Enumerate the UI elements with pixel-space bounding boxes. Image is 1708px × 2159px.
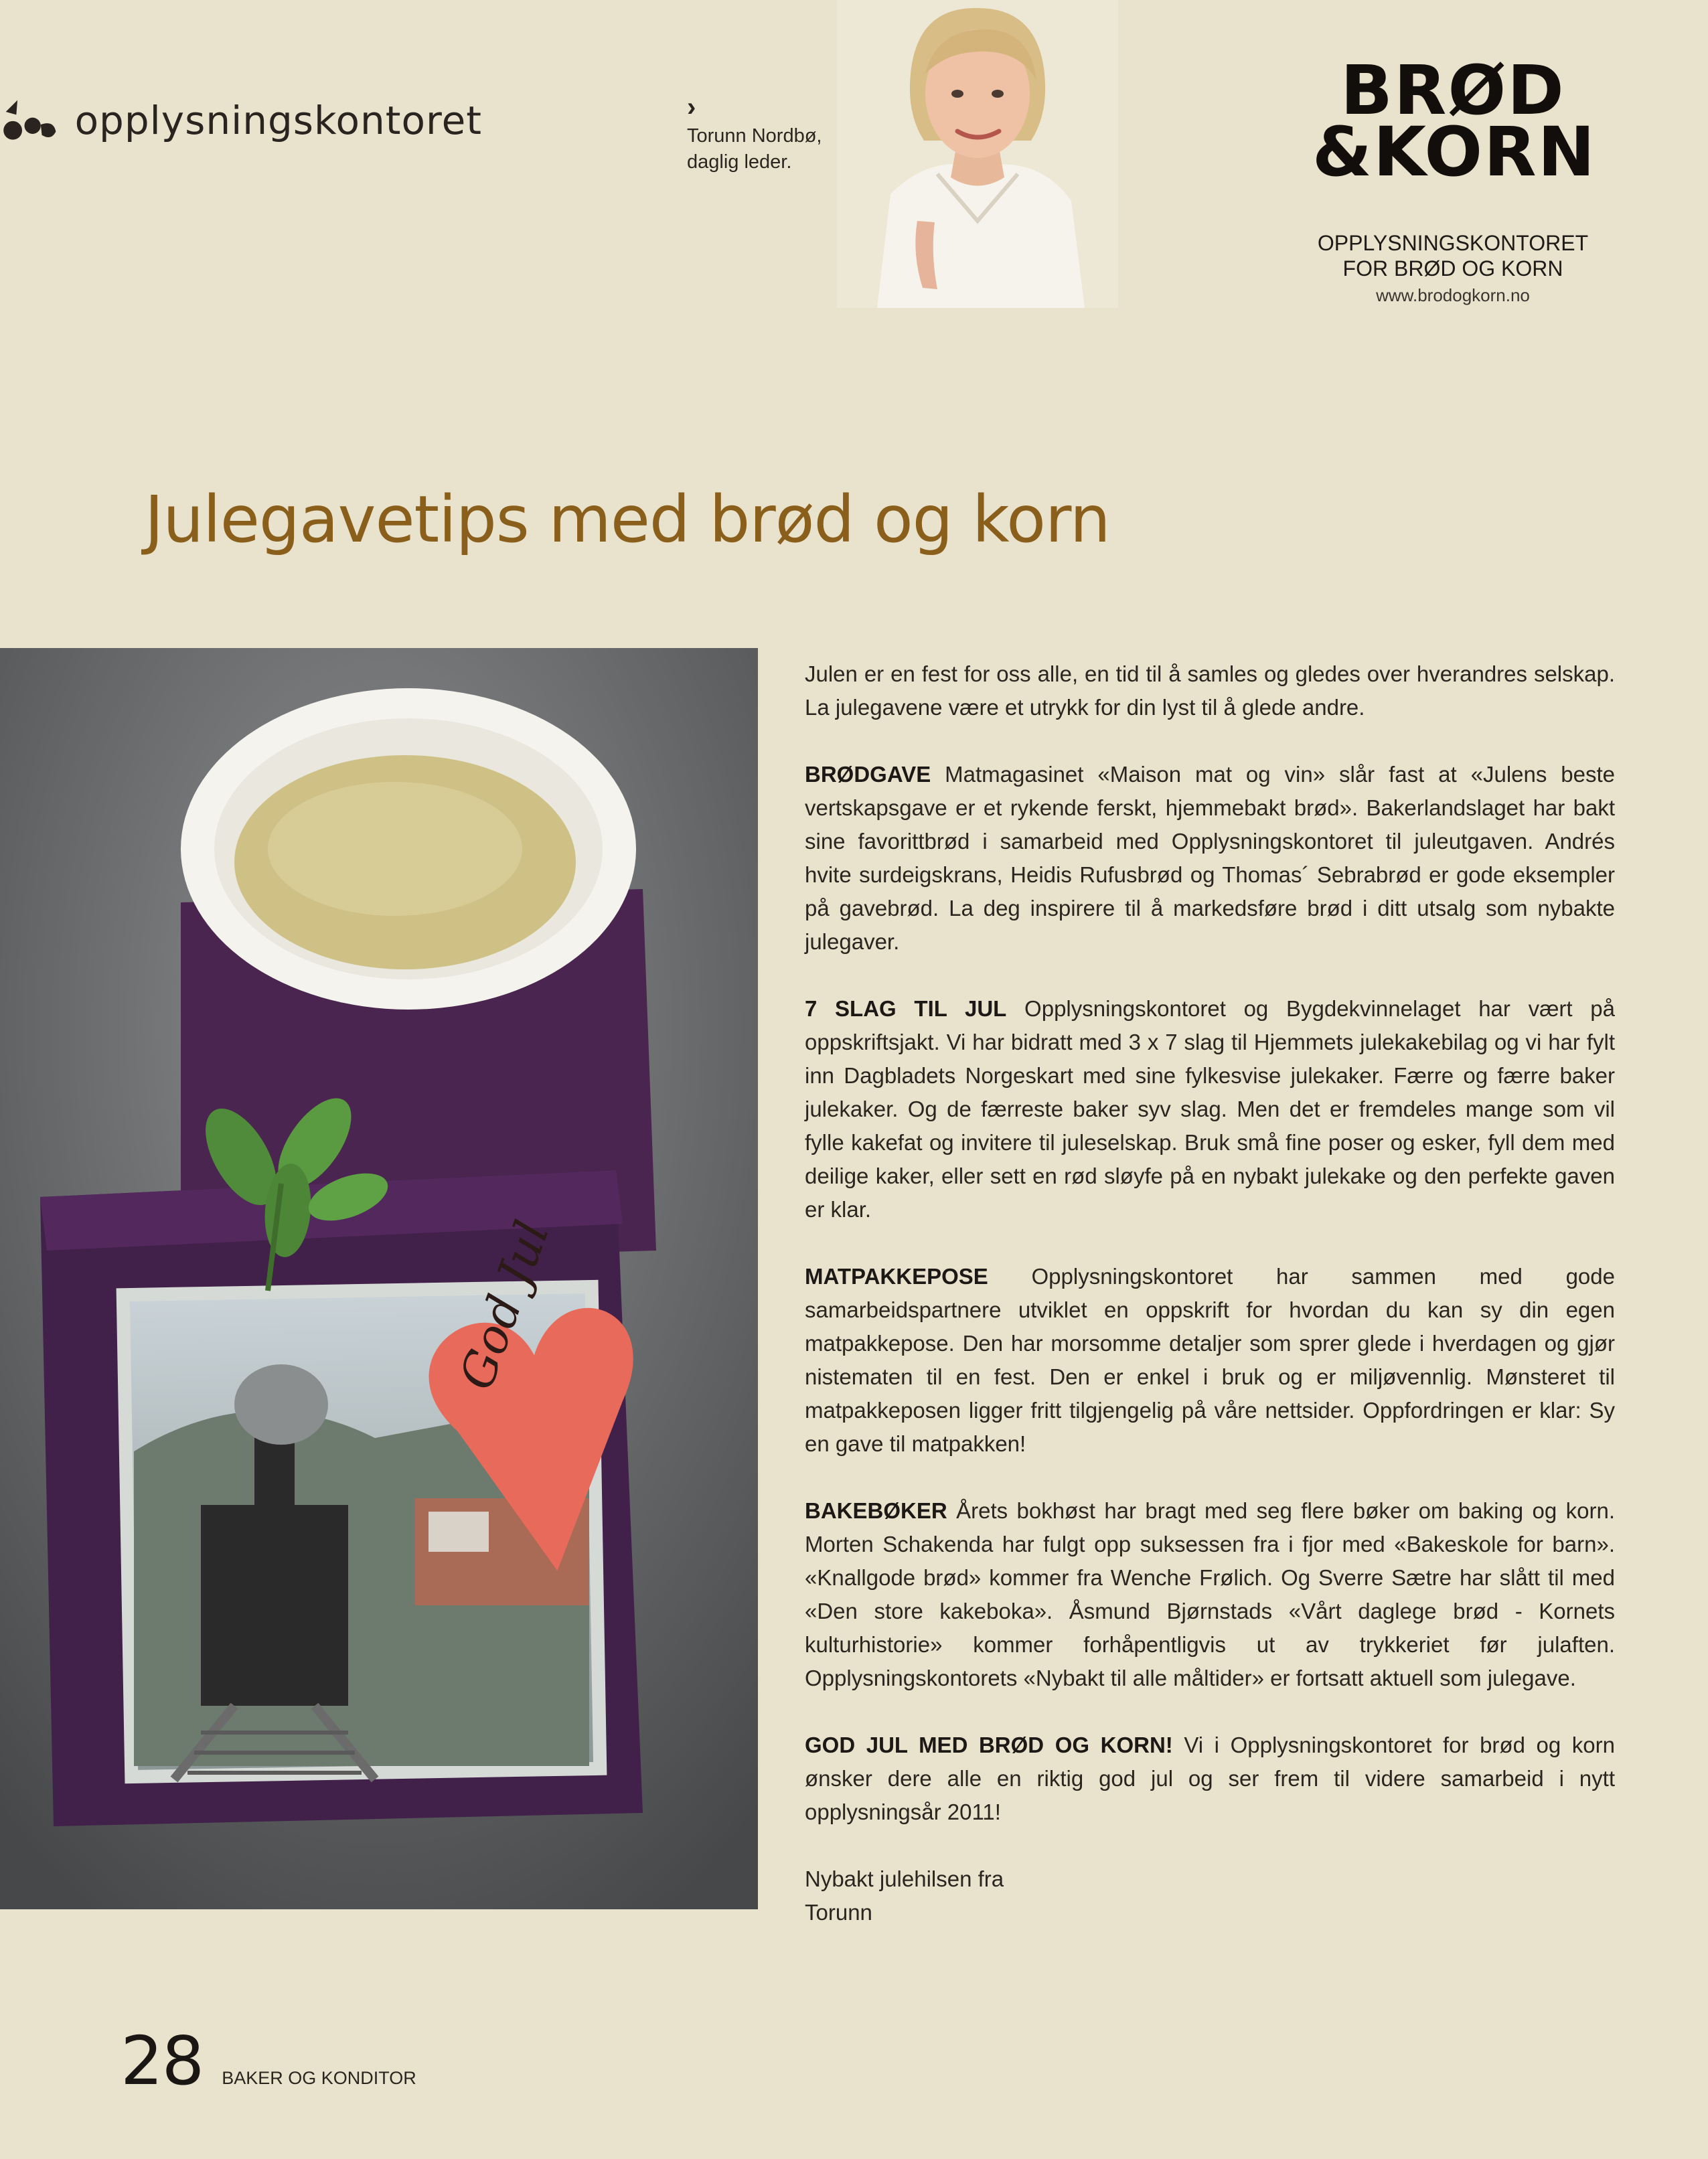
article-section-brodgave: [805, 758, 1615, 959]
article-body: [805, 657, 1615, 1929]
brand-logo: [1312, 51, 1597, 192]
signoff-line1: Nybakt julehilsen fra: [805, 1866, 1004, 1891]
section-logo: [0, 80, 482, 161]
article-section-god-jul: [805, 1729, 1615, 1829]
brand-org-line1: OPPLYSNINGSKONTORET: [1317, 231, 1589, 255]
magazine-name: BAKER OG KONDITOR: [222, 2068, 416, 2088]
section-text: Matmagasinet «Maison mat og vin» slår fast at «Julens beste vertskapsgave er et rykende ferskt, hjemmebakt brød». Bakerlandslaget har bakt sine favorittbrød i samarbeid med Opplysningskontoret til juleutgaven. Andrés hvite surdeigskrans, Heidis Rufusbrød og Thomas´ Sebrabrød er gode eksempler på gavebrød. La deg inspirere til å markedsføre brød i ditt utsalg som nybakte julegaver.: [805, 762, 1616, 954]
brand-block: [1312, 51, 1597, 307]
section-heading: BRØDGAVE: [805, 762, 931, 787]
section-name: opplysningskontoret: [74, 98, 482, 143]
article-photo: [0, 648, 758, 1909]
section-text: Opplysningskontoret og Bygdekvinnelaget har vært på oppskriftsjakt. Vi har bidratt med 3 x 7 slag til Hjemmets julekakebilag og vi har fylt inn Dagbladets Norgeskart med sine fylkesvise julekaker. Færre og færre baker julekaker. Og de færreste baker syv slag. Men det er fremdeles mange som vil fylle kakefat og invitere til juleselskap. Bruk små fine poser og esker, fyll dem med deilige kaker, eller sett en rød sløyfe på en nybakt julekake og den perfekte gaven er klar.: [805, 996, 1615, 1222]
section-heading: MATPAKKEPOSE: [805, 1264, 988, 1289]
article-section-matpakkepose: [805, 1260, 1615, 1461]
brand-logo-line2: &KORN: [1312, 112, 1597, 192]
portrait-photo: [837, 0, 1118, 308]
section-heading: GOD JUL MED BRØD OG KORN!: [805, 1733, 1173, 1757]
page-footer: [121, 2022, 416, 2100]
article-section-bakeboker: [805, 1494, 1615, 1695]
page-title: Julegavetips med brød og korn: [145, 482, 1110, 557]
chevron-right-icon: ›: [687, 92, 696, 122]
byline-name: Torunn Nordbø,: [687, 125, 822, 147]
section-heading: 7 SLAG TIL JUL: [805, 996, 1007, 1021]
section-text: Vi i Opplysningskontoret for brød og korn ønsker dere alle en riktig god jul og ser frem til videre samarbeid i nytt opplysningsår 2011!: [805, 1733, 1615, 1824]
byline-role: daglig leder.: [687, 151, 792, 173]
signoff-line2: Torunn: [805, 1900, 872, 1925]
brand-org-name: [1312, 230, 1594, 281]
leaf-logo-icon: [0, 84, 64, 157]
section-text: Årets bokhøst har bragt med seg flere bøker om baking og korn. Morten Schakenda har fulgt opp suksessen fra i fjor med «Bakeskole for barn». «Knallgode brød» kommer fra Wenche Frølich. Og Sverre Sætre har slått til med «Den store kakeboka». Åsmund Bjørnstads «Vårt daglege brød - Kornets kulturhistorie» kommer forhåpentligvis ut av trykkeriet før julaften. Opplysningskontorets «Nybakt til alle måltider» er fortsatt aktuell som julegave.: [805, 1498, 1616, 1690]
signoff: [805, 1862, 1615, 1929]
brand-logo-line1: BRØD: [1340, 51, 1565, 131]
brand-org-line2: FOR BRØD OG KORN: [1342, 256, 1563, 281]
section-text: Opplysningskontoret har sammen med gode samarbeidspartnere utviklet en oppskrift for hvordan du kan sy din egen matpakkepose. Den har morsomme detaljer som sprer glede i hverdagen og gjør nistematen til en fest. Den er enkel i bruk og er miljøvennlig. Mønsteret til matpakkeposen ligger fritt tilgjengelig på våre nettsider. Oppfordringen er klar: Sy en gave til matpakken!: [805, 1264, 1615, 1456]
article-section-7-slag: [805, 992, 1615, 1226]
heart-card-text: God Jul: [449, 1214, 560, 1397]
page-number: 28: [121, 2022, 204, 2100]
brand-url: www.brodogkorn.no: [1376, 285, 1530, 305]
section-heading: BAKEBØKER: [805, 1498, 947, 1523]
article-intro: Julen er en fest for oss alle, en tid til å samles og gledes over hverandres selskap. La julegavene være et utrykk for din lyst til å glede andre.: [805, 661, 1615, 720]
byline: [687, 94, 848, 175]
